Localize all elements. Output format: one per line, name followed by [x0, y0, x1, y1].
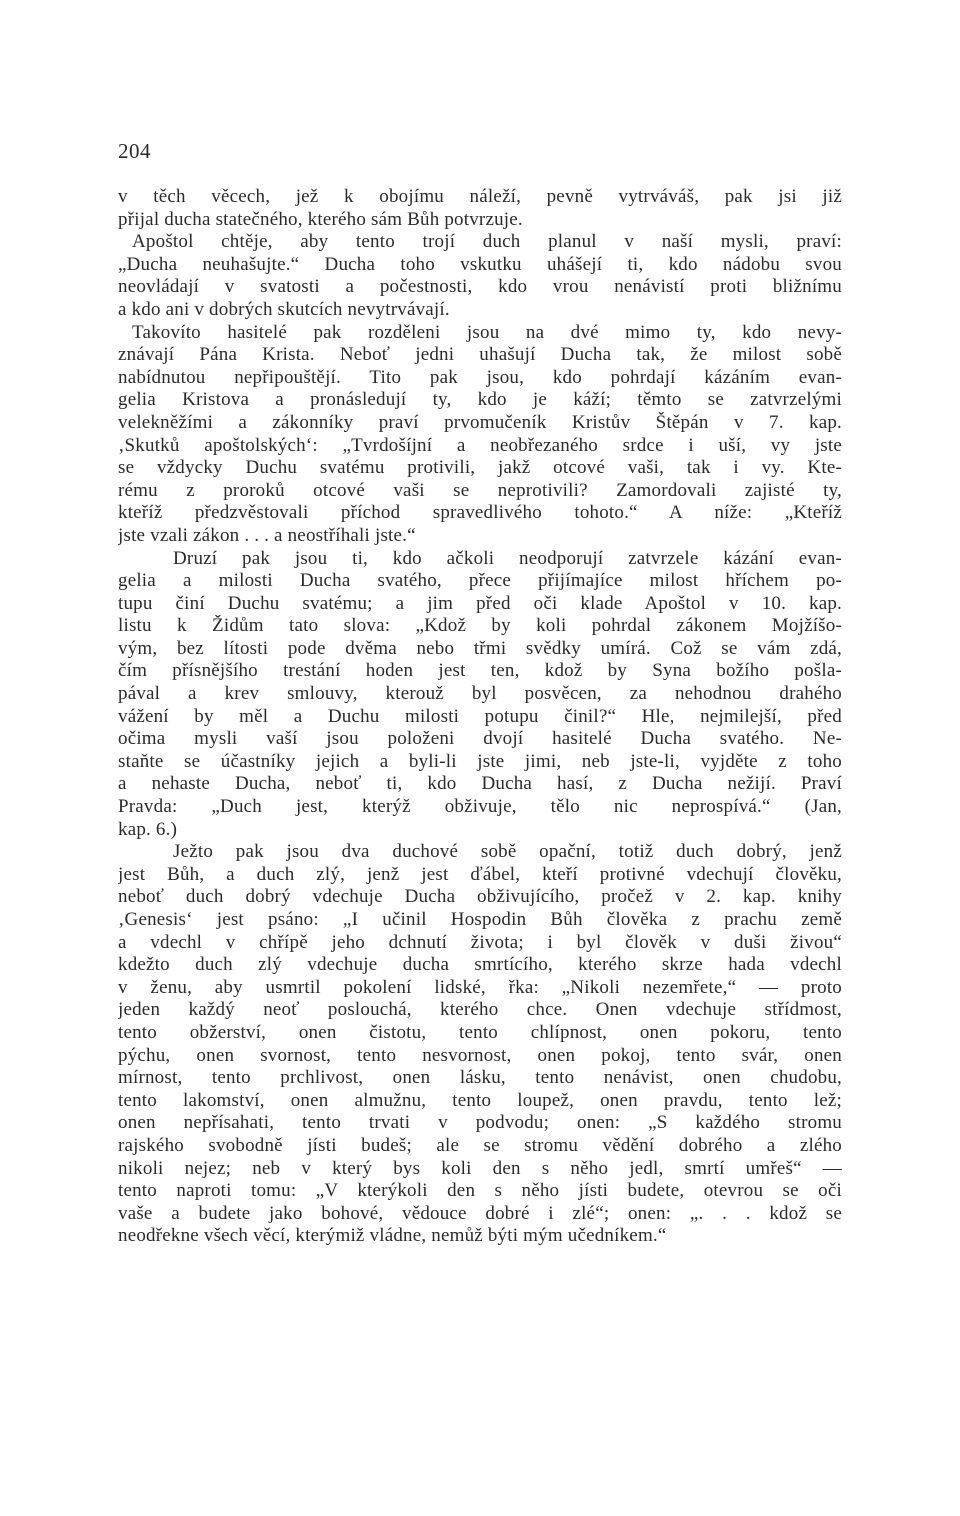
text-line: Pravda: „Duch jest, kterýž obživuje, tělo nic neprospívá.“ (Jan,	[118, 796, 842, 818]
text-line: Ježto pak jsou dva duchové sobě opační, totiž duch dobrý, jenž	[173, 841, 842, 863]
book-page	[118, 138, 842, 1248]
text-line: jeden každý neoť poslouchá, kterého chce. Onen vdechuje střídmost,	[118, 999, 842, 1021]
text-line: rajského svobodně jísti budeš; ale se stromu vědění dobrého a zlého	[118, 1134, 842, 1156]
text-line: gelia Kristova a pronásledují ty, kdo je káží; těmto se zatvrzelými	[118, 389, 842, 411]
text-line: se vždycky Duchu svatému protivili, jakž otcové vaši, tak i vy. Kte-	[118, 457, 842, 479]
text-line: neodřekne všech věcí, kterýmiž vládne, nemůž býti mým učedníkem.“	[118, 1225, 667, 1247]
text-line: jste vzali zákon . . . a neostříhali jste.“	[118, 524, 416, 546]
text-line: listu k Židům tato slova: „Kdož by koli pohrdal zákonem Mojžíšo-	[118, 615, 842, 637]
text-line: staňte se účastníky jejich a byli-li jste jimi, neb jste-li, vyjděte z toho	[118, 750, 842, 772]
text-line: onen nepřísahati, tento trvati v podvodu; onen: „S každého stromu	[118, 1112, 842, 1134]
text-line: pával a krev smlouvy, kterouž byl posvěcen, za nehodnou drahého	[118, 683, 842, 705]
text-line: tento naproti tomu: „V kterýkoli den s něho jísti budete, otevrou se oči	[118, 1180, 842, 1202]
text-line: jest Bůh, a duch zlý, jenž jest ďábel, kteří protivné vdechují člověku,	[118, 863, 842, 885]
text-line: „Ducha neuhašujte.“ Ducha toho vskutku uhášejí ti, kdo nádobu svou	[118, 253, 842, 275]
text-line: tupu činí Duchu svatému; a jim před oči klade Apoštol v 10. kap.	[118, 592, 842, 614]
text-line: Takovíto hasitelé pak rozděleni jsou na dvé mimo ty, kdo nevy-	[132, 321, 842, 343]
text-line: nabídnutou nepřipouštějí. Tito pak jsou, kdo pohrdají kázáním evan-	[118, 366, 842, 388]
text-line: Apoštol chtěje, aby tento trojí duch planul v naší mysli, praví:	[132, 231, 842, 253]
text-line: a nehaste Ducha, neboť ti, kdo Ducha hasí, z Ducha nežijí. Praví	[118, 773, 842, 795]
text-line: v ženu, aby usmrtil pokolení lidské, řka: „Nikoli nezemřete,“ — proto	[118, 976, 842, 998]
text-line: vážení by měl a Duchu milosti potupu činil?“ Hle, nejmilejší, před	[118, 705, 842, 727]
page-text-body	[118, 186, 842, 1248]
text-line: tento lakomství, onen almužnu, tento loupež, onen pravdu, tento lež;	[118, 1089, 842, 1111]
text-line: a kdo ani v dobrých skutcích nevytrvávají.	[118, 298, 450, 320]
page-number: 204	[118, 139, 151, 163]
text-line: kdežto duch zlý vdechuje ducha smrtícího, kterého skrze hada vdechl	[118, 954, 842, 976]
text-line: v těch věcech, jež k obojímu náleží, pevně vytrváváš, pak jsi již	[118, 186, 842, 207]
text-line: ‚Skutků apoštolských‘: „Tvrdošíjní a neobřezaného srdce i uší, vy jste	[118, 434, 842, 456]
text-line: nikoli nejez; neb v který bys koli den s něho jedl, smrtí umřeš“ —	[118, 1157, 842, 1179]
text-line: gelia a milosti Ducha svatého, přece přijímajíce milost hříchem po-	[118, 570, 842, 592]
text-line: přijal ducha statečného, kterého sám Bůh potvrzuje.	[118, 208, 523, 230]
text-line: vaše a budete jako bohové, vědouce dobré i zlé“; onen: „. . . kdož se	[118, 1202, 842, 1224]
text-line: neovládají v svatosti a počestnosti, kdo vrou nenávistí proti bližnímu	[118, 276, 842, 298]
text-line: pýchu, onen svornost, tento nesvornost, onen pokoj, tento svár, onen	[118, 1044, 842, 1066]
text-line: čím přísnějšího trestání hoden jest ten, kdož by Syna božího pošla-	[118, 660, 842, 682]
text-line: a vdechl v chřípě jeho dchnutí života; i byl člověk v duši živou“	[118, 931, 842, 953]
text-line: neboť duch dobrý vdechuje Ducha obživujícího, pročež v 2. kap. knihy	[118, 886, 842, 908]
text-line: tento obžerství, onen čistotu, tento chlípnost, onen pokoru, tento	[118, 1021, 842, 1043]
text-line: kteříž předzvěstovali příchod spravedlivého tohoto.“ A níže: „Kteříž	[118, 502, 842, 524]
text-line: rému z proroků otcové vaši se neprotivili? Zamordovali zajisté ty,	[118, 479, 842, 501]
text-line: Druzí pak jsou ti, kdo ačkoli neodporují zatvrzele kázání evan-	[173, 547, 842, 569]
text-line: vým, bez lítosti pode dvěma nebo třmi svědky umírá. Což se vám zdá,	[118, 637, 842, 659]
text-line: očima mysli vaší jsou položeni dvojí hasitelé Ducha svatého. Ne-	[118, 728, 842, 750]
text-line: znávají Pána Krista. Neboť jedni uhašují Ducha tak, že milost sobě	[118, 344, 842, 366]
text-line: kap. 6.)	[118, 818, 178, 840]
text-line: mírnost, tento prchlivost, onen lásku, tento nenávist, onen chudobu,	[118, 1067, 842, 1089]
text-line: ‚Genesis‘ jest psáno: „I učinil Hospodin Bůh člověka z prachu země	[118, 909, 842, 930]
text-line: velekněžími a zákonníky praví prvomučeník Kristův Štěpán v 7. kap.	[118, 411, 842, 433]
